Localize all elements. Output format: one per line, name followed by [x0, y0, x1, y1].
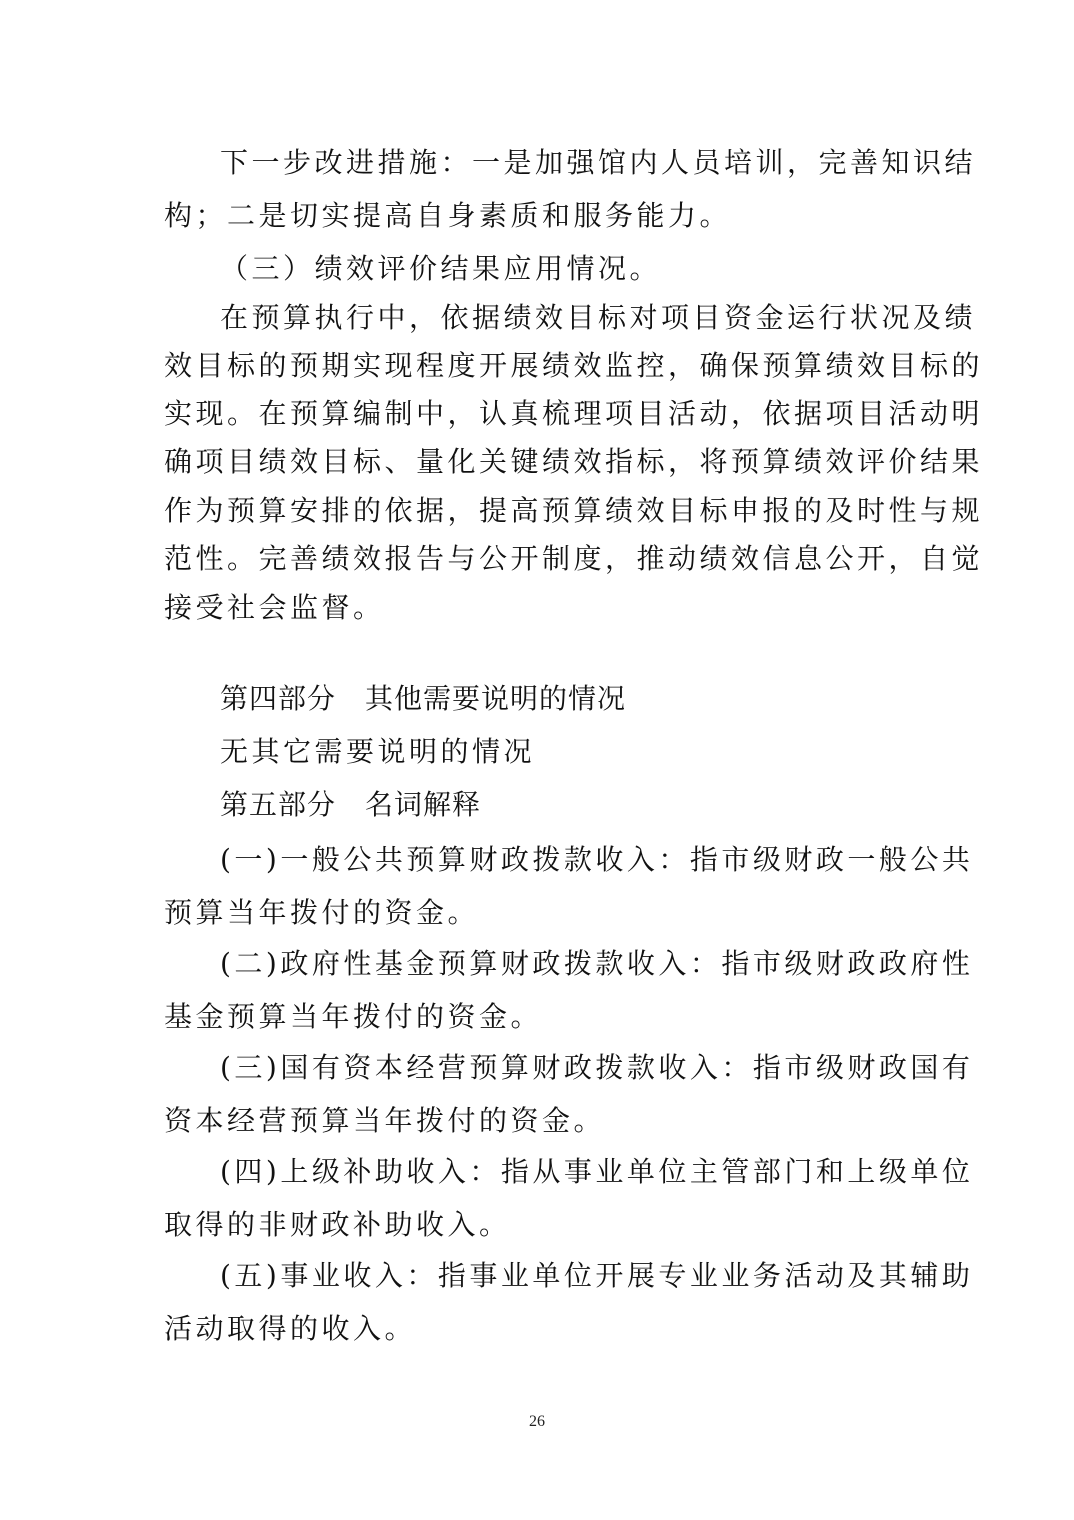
part-five-heading: 第五部分 名词解释 [220, 788, 482, 821]
definition-4-line-2: 取得的非财政补助收入。 [164, 1208, 511, 1241]
paragraph-budget-line-3: 实现。在预算编制中，认真梳理项目活动，依据项目活动明 [164, 397, 984, 430]
definition-5-line-1: (五)事业收入：指事业单位开展专业业务活动及其辅助 [220, 1259, 974, 1292]
paragraph-budget-line-4: 确项目绩效目标、量化关键绩效指标，将预算绩效评价结果 [164, 445, 984, 478]
definition-5-line-2: 活动取得的收入。 [164, 1312, 417, 1345]
definition-3-line-2: 资本经营预算当年拨付的资金。 [164, 1104, 606, 1137]
paragraph-budget-line-6: 范性。完善绩效报告与公开制度，推动绩效信息公开，自觉 [164, 542, 984, 575]
definition-2-line-2: 基金预算当年拨付的资金。 [164, 1000, 543, 1033]
definition-4-line-1: (四)上级补助收入：指从事业单位主管部门和上级单位 [220, 1155, 974, 1188]
paragraph-budget-line-1: 在预算执行中，依据绩效目标对项目资金运行状况及绩 [220, 301, 977, 334]
page-number: 26 [529, 1413, 545, 1430]
paragraph-budget-line-2: 效目标的预期实现程度开展绩效监控，确保预算绩效目标的 [164, 349, 984, 382]
section-heading-3: （三）绩效评价结果应用情况。 [220, 252, 662, 285]
definition-1-line-2: 预算当年拨付的资金。 [164, 896, 480, 929]
paragraph-budget-line-5: 作为预算安排的依据，提高预算绩效目标申报的及时性与规 [164, 494, 984, 527]
paragraph-improvement-line-2: 构；二是切实提高自身素质和服务能力。 [164, 199, 732, 232]
paragraph-budget-line-7: 接受社会监督。 [164, 591, 385, 624]
definition-3-line-1: (三)国有资本经营预算财政拨款收入：指市级财政国有 [220, 1051, 974, 1084]
part-four-heading: 第四部分 其他需要说明的情况 [220, 682, 627, 715]
definition-1-line-1: (一)一般公共预算财政拨款收入：指市级财政一般公共 [220, 843, 974, 876]
definition-2-line-1: (二)政府性基金预算财政拨款收入：指市级财政政府性 [220, 947, 974, 980]
paragraph-improvement-line-1: 下一步改进措施：一是加强馆内人员培训，完善知识结 [220, 146, 977, 179]
part-four-body: 无其它需要说明的情况 [220, 735, 536, 768]
